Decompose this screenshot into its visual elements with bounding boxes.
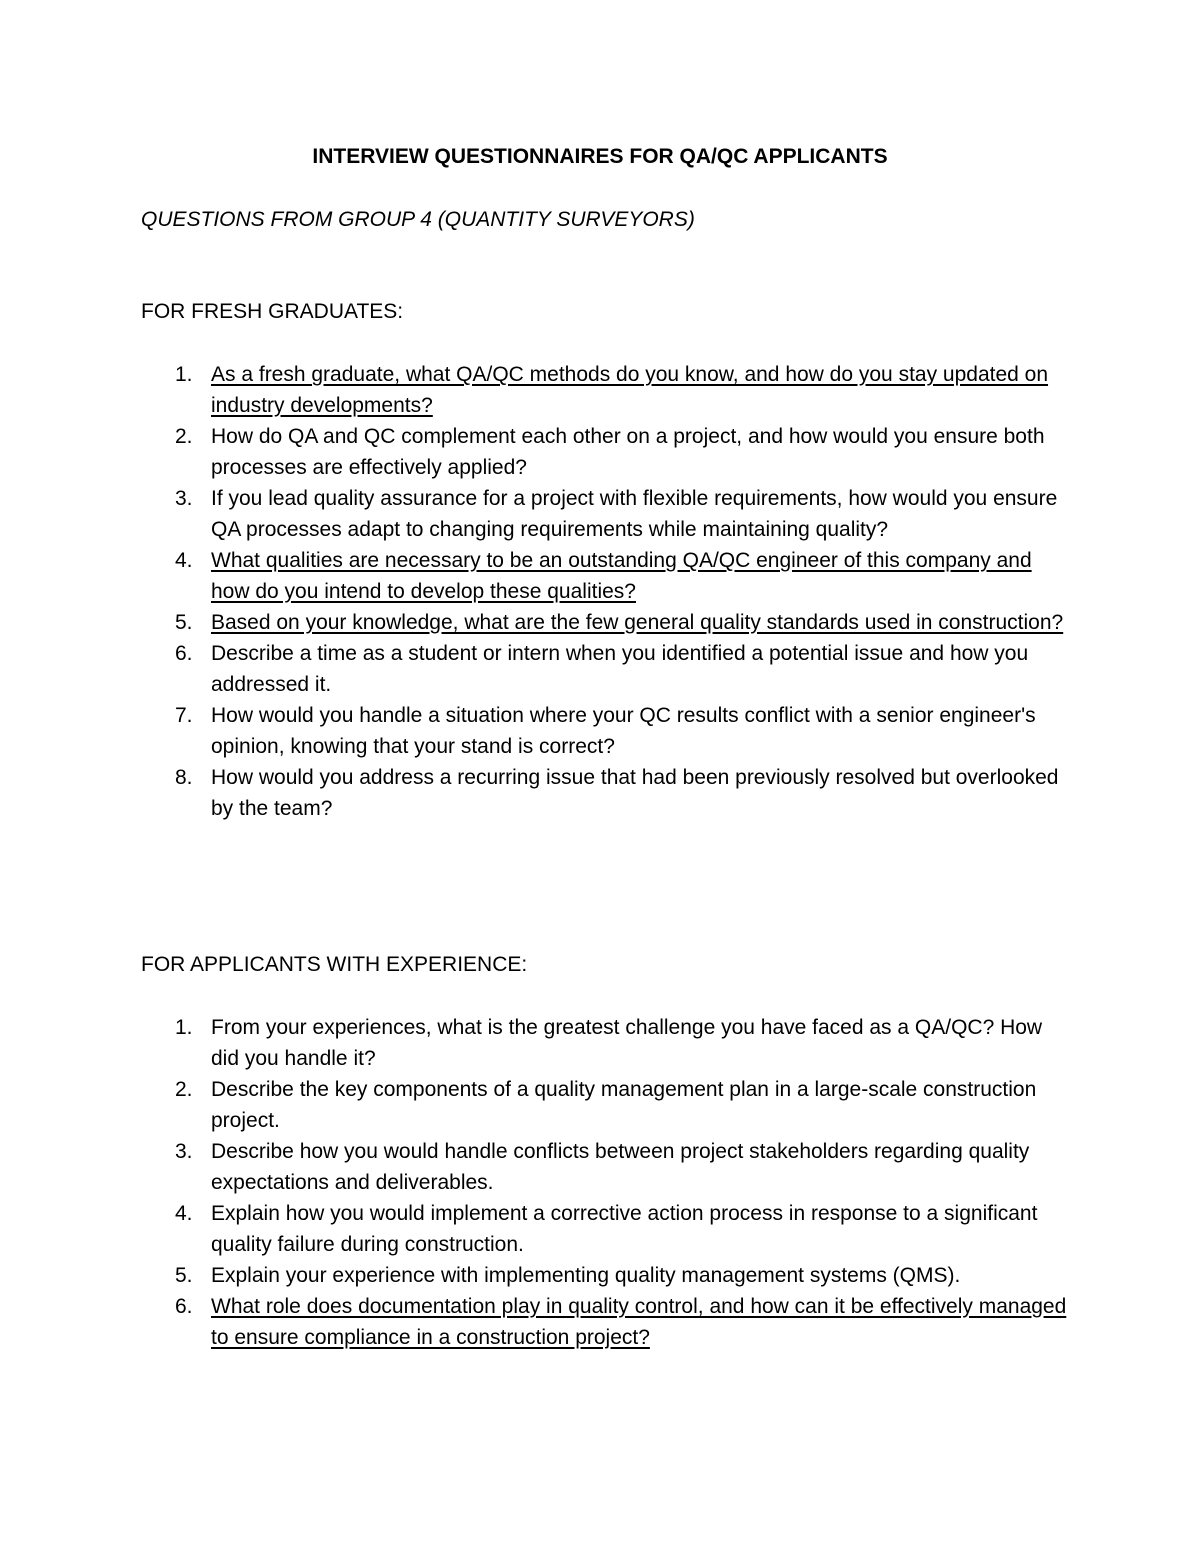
question-text: Explain your experience with implementing quality management systems (QMS).	[211, 1264, 961, 1287]
question-item	[0, 359, 1200, 421]
question-number: 5.	[175, 611, 193, 634]
question-item	[0, 1198, 1200, 1260]
question-text: Describe the key components of a quality management plan in a large-scale construction project.	[211, 1078, 1037, 1132]
question-item	[0, 762, 1200, 824]
question-number: 8.	[175, 766, 193, 789]
question-number: 1.	[175, 1016, 193, 1039]
question-item	[0, 607, 1200, 638]
question-number: 3.	[175, 1140, 193, 1163]
question-number: 4.	[175, 1202, 193, 1225]
question-text: From your experiences, what is the greatest challenge you have faced as a QA/QC? How did you handle it?	[211, 1016, 1043, 1070]
question-item	[0, 421, 1200, 483]
question-item	[0, 483, 1200, 545]
question-text: How do QA and QC complement each other on a project, and how would you ensure both processes are effectively applied?	[211, 425, 1045, 479]
question-item	[0, 1136, 1200, 1198]
question-number: 2.	[175, 425, 193, 448]
question-text: How would you address a recurring issue that had been previously resolved but overlooked by the team?	[211, 766, 1059, 820]
question-item	[0, 1291, 1200, 1353]
question-text: Based on your knowledge, what are the few general quality standards used in construction?	[211, 611, 1064, 634]
question-number: 4.	[175, 549, 193, 572]
question-number: 6.	[175, 1295, 193, 1318]
question-item	[0, 545, 1200, 607]
question-item	[0, 638, 1200, 700]
question-item	[0, 1012, 1200, 1074]
question-number: 1.	[175, 363, 193, 386]
page-title: INTERVIEW QUESTIONNAIRES FOR QA/QC APPLICANTS	[312, 145, 888, 168]
question-item	[0, 1260, 1200, 1291]
question-item	[0, 1074, 1200, 1136]
question-item	[0, 700, 1200, 762]
question-number: 7.	[175, 704, 193, 727]
question-text: As a fresh graduate, what QA/QC methods do you know, and how do you stay updated on industry developments?	[211, 363, 1049, 417]
question-number: 2.	[175, 1078, 193, 1101]
question-text: Explain how you would implement a corrective action process in response to a significant quality failure during construction.	[211, 1202, 1038, 1256]
section-heading-fresh-graduates: FOR FRESH GRADUATES:	[141, 300, 404, 323]
question-list-experienced-applicants	[0, 1012, 1200, 1353]
question-text: What role does documentation play in quality control, and how can it be effectively managed to ensure compliance in a construction project?	[211, 1295, 1067, 1349]
question-text: Describe a time as a student or intern when you identified a potential issue and how you addressed it.	[211, 642, 1029, 696]
question-text: If you lead quality assurance for a project with flexible requirements, how would you ensure QA processes adapt to changing requirements while maintaining quality?	[211, 487, 1058, 541]
question-text: What qualities are necessary to be an outstanding QA/QC engineer of this company and how do you intend to develop these qualities?	[211, 549, 1032, 603]
question-text: Describe how you would handle conflicts between project stakeholders regarding quality expectations and deliverables.	[211, 1140, 1030, 1194]
question-text: How would you handle a situation where your QC results conflict with a senior engineer's opinion, knowing that your stand is correct?	[211, 704, 1036, 758]
question-list-fresh-graduates	[0, 359, 1200, 824]
question-number: 5.	[175, 1264, 193, 1287]
section-heading-experienced-applicants: FOR APPLICANTS WITH EXPERIENCE:	[141, 953, 528, 976]
page-subtitle: QUESTIONS FROM GROUP 4 (QUANTITY SURVEYORS)	[141, 208, 695, 231]
question-number: 3.	[175, 487, 193, 510]
question-number: 6.	[175, 642, 193, 665]
